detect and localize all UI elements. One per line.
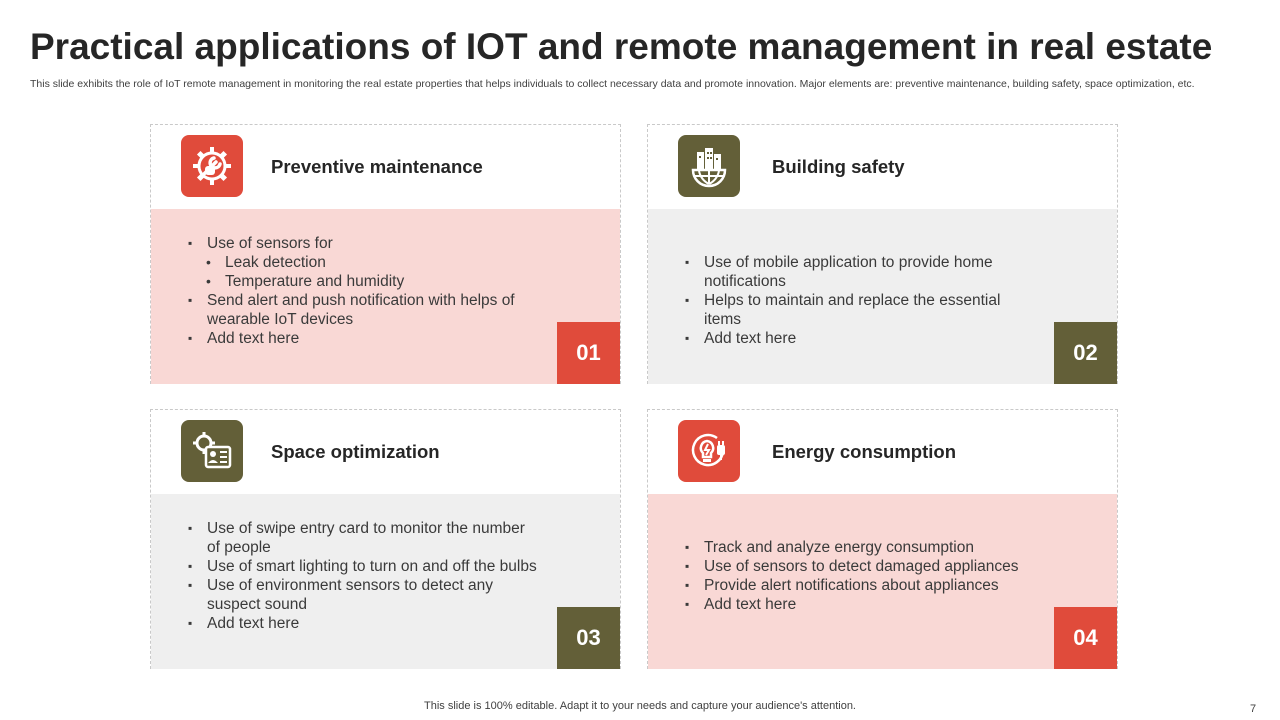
card-heading: Preventive maintenance xyxy=(271,156,483,177)
slide-title: Practical applications of IOT and remote management in real estate xyxy=(30,26,1213,67)
card-building-safety xyxy=(647,124,1118,384)
list-item: ▪ Use of environment sensors to detect any suspect sound xyxy=(187,576,537,614)
list-item: ▪ Provide alert notifications about appliances xyxy=(684,576,1034,595)
list-item: ▪ Use of smart lighting to turn on and off the bulbs xyxy=(187,557,537,576)
bullet-list xyxy=(684,253,1034,348)
card-header xyxy=(648,410,1117,494)
card-header xyxy=(151,125,620,209)
wrench-gear-icon xyxy=(181,135,243,197)
card-number-badge: 01 xyxy=(557,322,620,384)
card-heading: Space optimization xyxy=(271,441,440,462)
card-number-badge: 02 xyxy=(1054,322,1117,384)
card-body xyxy=(151,494,620,669)
list-item: ▪ Use of swipe entry card to monitor the number of people xyxy=(187,519,537,557)
list-item: ▪ Add text here xyxy=(684,329,1034,348)
card-number-badge: 04 xyxy=(1054,607,1117,669)
list-item: ▪ Track and analyze energy consumption xyxy=(684,538,1034,557)
card-body xyxy=(648,494,1117,669)
card-header xyxy=(648,125,1117,209)
card-body xyxy=(151,209,620,384)
list-item: ▪ Add text here xyxy=(684,595,1034,614)
page-number: 7 xyxy=(1250,703,1257,715)
bullet-list xyxy=(684,538,1034,614)
list-item: ▪ Use of sensors to detect damaged appliances xyxy=(684,557,1034,576)
bullet-list xyxy=(187,519,537,633)
card-header xyxy=(151,410,620,494)
list-item: ▪ Add text here xyxy=(187,329,537,348)
card-energy-consumption xyxy=(647,409,1118,669)
list-item: ▪ Send alert and push notification with helps of wearable IoT devices xyxy=(187,291,537,329)
gear-profile-card-icon xyxy=(181,420,243,482)
card-body xyxy=(648,209,1117,384)
card-heading: Energy consumption xyxy=(772,441,956,462)
building-globe-icon xyxy=(678,135,740,197)
bulb-plug-icon xyxy=(678,420,740,482)
list-item: ▪ Use of sensors for xyxy=(187,234,537,253)
card-number-badge: 03 xyxy=(557,607,620,669)
card-heading: Building safety xyxy=(772,156,905,177)
footer-note: This slide is 100% editable. Adapt it to your needs and capture your audience's attention. xyxy=(424,700,856,712)
bullet-list xyxy=(187,234,537,348)
slide-subtitle: This slide exhibits the role of IoT remote management in monitoring the real estate properties that helps individuals to collect necessary data and promote innovation. Major elements are: preventive maintenance, building safety, space optimization, etc. xyxy=(30,78,1195,90)
card-space-optimization xyxy=(150,409,621,669)
list-item: • Temperature and humidity xyxy=(187,272,537,291)
card-preventive-maintenance xyxy=(150,124,621,384)
list-item: ▪ Add text here xyxy=(187,614,537,633)
list-item: • Leak detection xyxy=(187,253,537,272)
list-item: ▪ Helps to maintain and replace the essential items xyxy=(684,291,1034,329)
list-item: ▪ Use of mobile application to provide home notifications xyxy=(684,253,1034,291)
